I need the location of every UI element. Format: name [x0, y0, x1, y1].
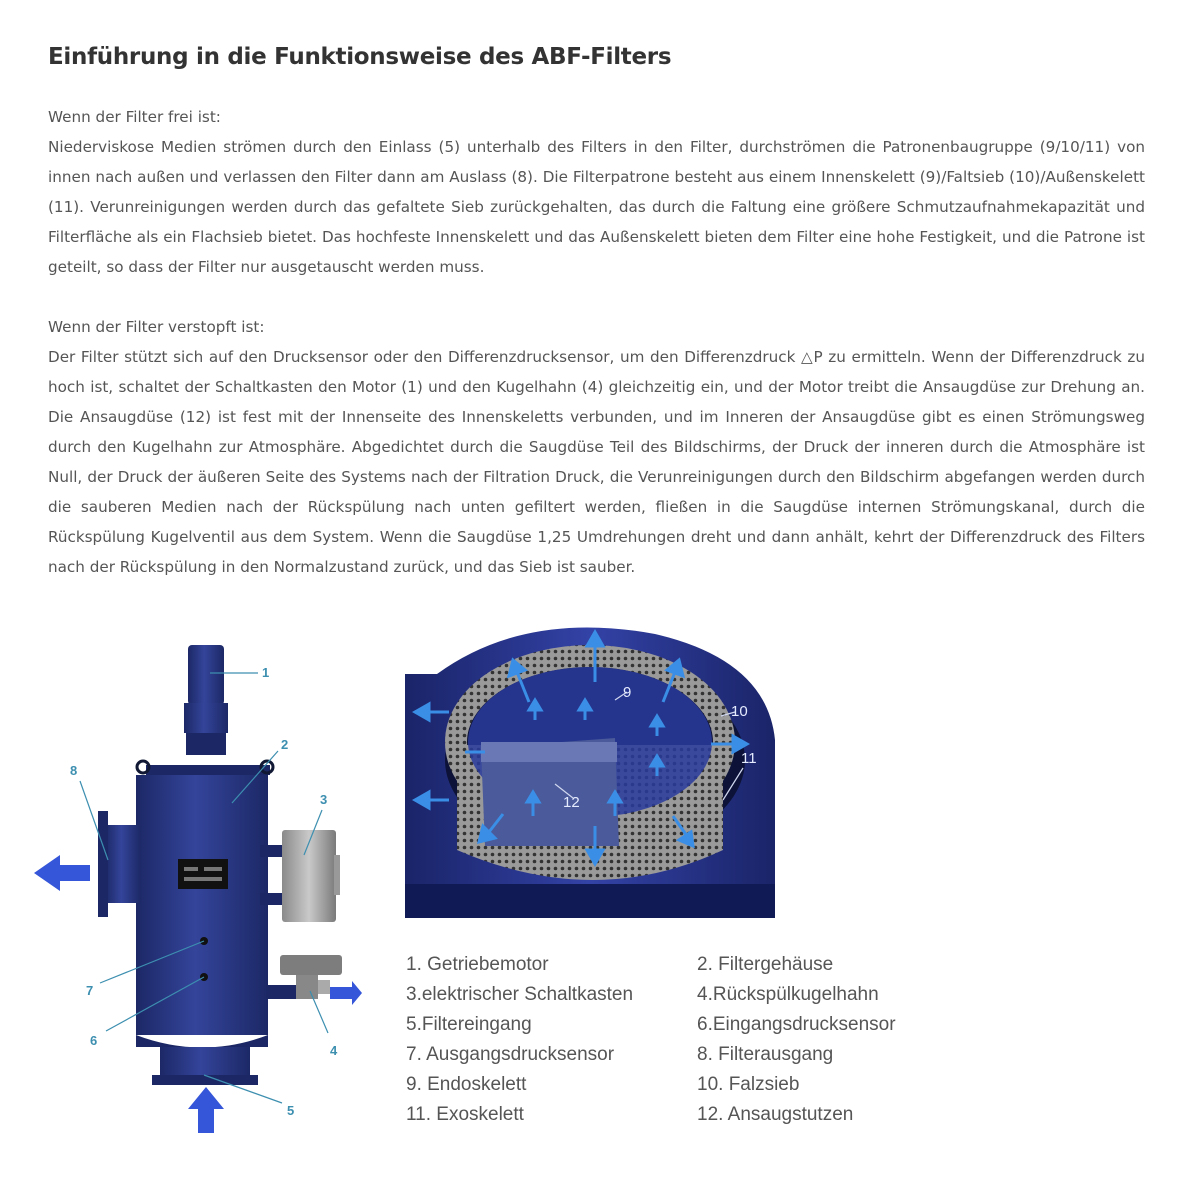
legend-item: 1. Getriebemotor: [406, 954, 549, 975]
callout-3: 3: [320, 792, 328, 807]
callout-6: 6: [90, 1033, 98, 1048]
callout-12: 12: [563, 794, 580, 811]
callout-8: 8: [70, 763, 78, 778]
callout-9: 9: [623, 684, 632, 701]
section-clogged-text: Der Filter stützt sich auf den Drucksensor oder den Differenzdrucksensor, um den Differenzdruck △P zu ermitteln. Wenn der Differenzdruck zu hoch ist, schaltet der Schaltkasten den Motor (1) und den Kugelhahn (4) gleichzeitig ein, und der Motor treibt die Ansaugdüse zur Drehung an. Die Ansaugdüse (12) ist fest mit der Innenseite des Innenskeletts verbunden, und im Inneren der Ansaugdüse gibt es einen Strömungsweg durch den Kugelhahn zur Atmosphäre. Abgedichtet durch die Saugdüse Teil des Bildschirms, der Druck der inneren durch die Atmosphäre ist Null, der Druck der äußeren Seite des Systems nach der Filtration Druck, die Verunreinigungen durch den Bildschirm abgefangen werden durch die sauberen Medien nach der Rückspülung nach unten gefiltert werden, fließen in die Saugdüse internen Strömungskanal, durch die Rückspülung Kugelventil aus dem System. Wenn die Saugdüse 1,25 Umdrehungen dreht und dann anhält, kehrt der Differenzdruck des Filters nach der Rückspülung in den Normalzustand zurück, und das Sieb ist sauber.: [48, 348, 1145, 576]
callout-7: 7: [86, 983, 94, 998]
callout-1: 1: [262, 665, 270, 680]
section-clogged-heading: Wenn der Filter verstopft ist:: [48, 318, 265, 336]
legend-item: 9. Endoskelett: [406, 1074, 527, 1095]
legend-item: 4.Rückspülkugelhahn: [697, 984, 879, 1005]
legend-item: 10. Falzsieb: [697, 1074, 800, 1095]
legend-item: 5.Filtereingang: [406, 1014, 532, 1035]
legend-item: 3.elektrischer Schaltkasten: [406, 984, 634, 1005]
filter-cutaway-illustration: [405, 620, 777, 918]
section-free-text: Niederviskose Medien strömen durch den Einlass (5) unterhalb des Filters in den Filter, durchströmen die Patronenbaugruppe (9/10/11) von innen nach außen und verlassen den Filter dann am Auslass (8). Die Filterpatrone besteht aus einem Innenskelett (9)/Faltsieb (10)/Außenskelett (11). Verunreinigungen werden durch das gefaltete Sieb zurückgehalten, das durch die Faltung eine größere Schmutzaufnahmekapazität und Filterfläche als ein Flachsieb bietet. Das hochfeste Innenskelett und das Außenskelett bieten dem Filter eine hohe Festigkeit, und die Patrone ist geteilt, so dass der Filter nur ausgetauscht werden muss.: [48, 138, 1145, 276]
callout-5: 5: [287, 1103, 295, 1118]
callout-2: 2: [281, 737, 289, 752]
section-filter-free: [48, 102, 1145, 282]
callout-11: 11: [741, 750, 757, 767]
filter-exterior-illustration: [10, 615, 380, 1145]
legend-item: 2. Filtergehäuse: [697, 954, 834, 975]
section-filter-clogged: [48, 312, 1145, 582]
legend-item: 12. Ansaugstutzen: [697, 1104, 854, 1125]
legend-item: 11. Exoskelett: [406, 1104, 524, 1125]
callout-4: 4: [330, 1043, 338, 1058]
callout-10: 10: [731, 703, 748, 720]
section-free-heading: Wenn der Filter frei ist:: [48, 108, 221, 126]
legend-item: 7. Ausgangsdrucksensor: [406, 1044, 615, 1065]
page-title: Einführung in die Funktionsweise des ABF-Filters: [48, 44, 672, 70]
legend-item: 8. Filterausgang: [697, 1044, 834, 1065]
legend-item: 6.Eingangsdrucksensor: [697, 1014, 896, 1035]
